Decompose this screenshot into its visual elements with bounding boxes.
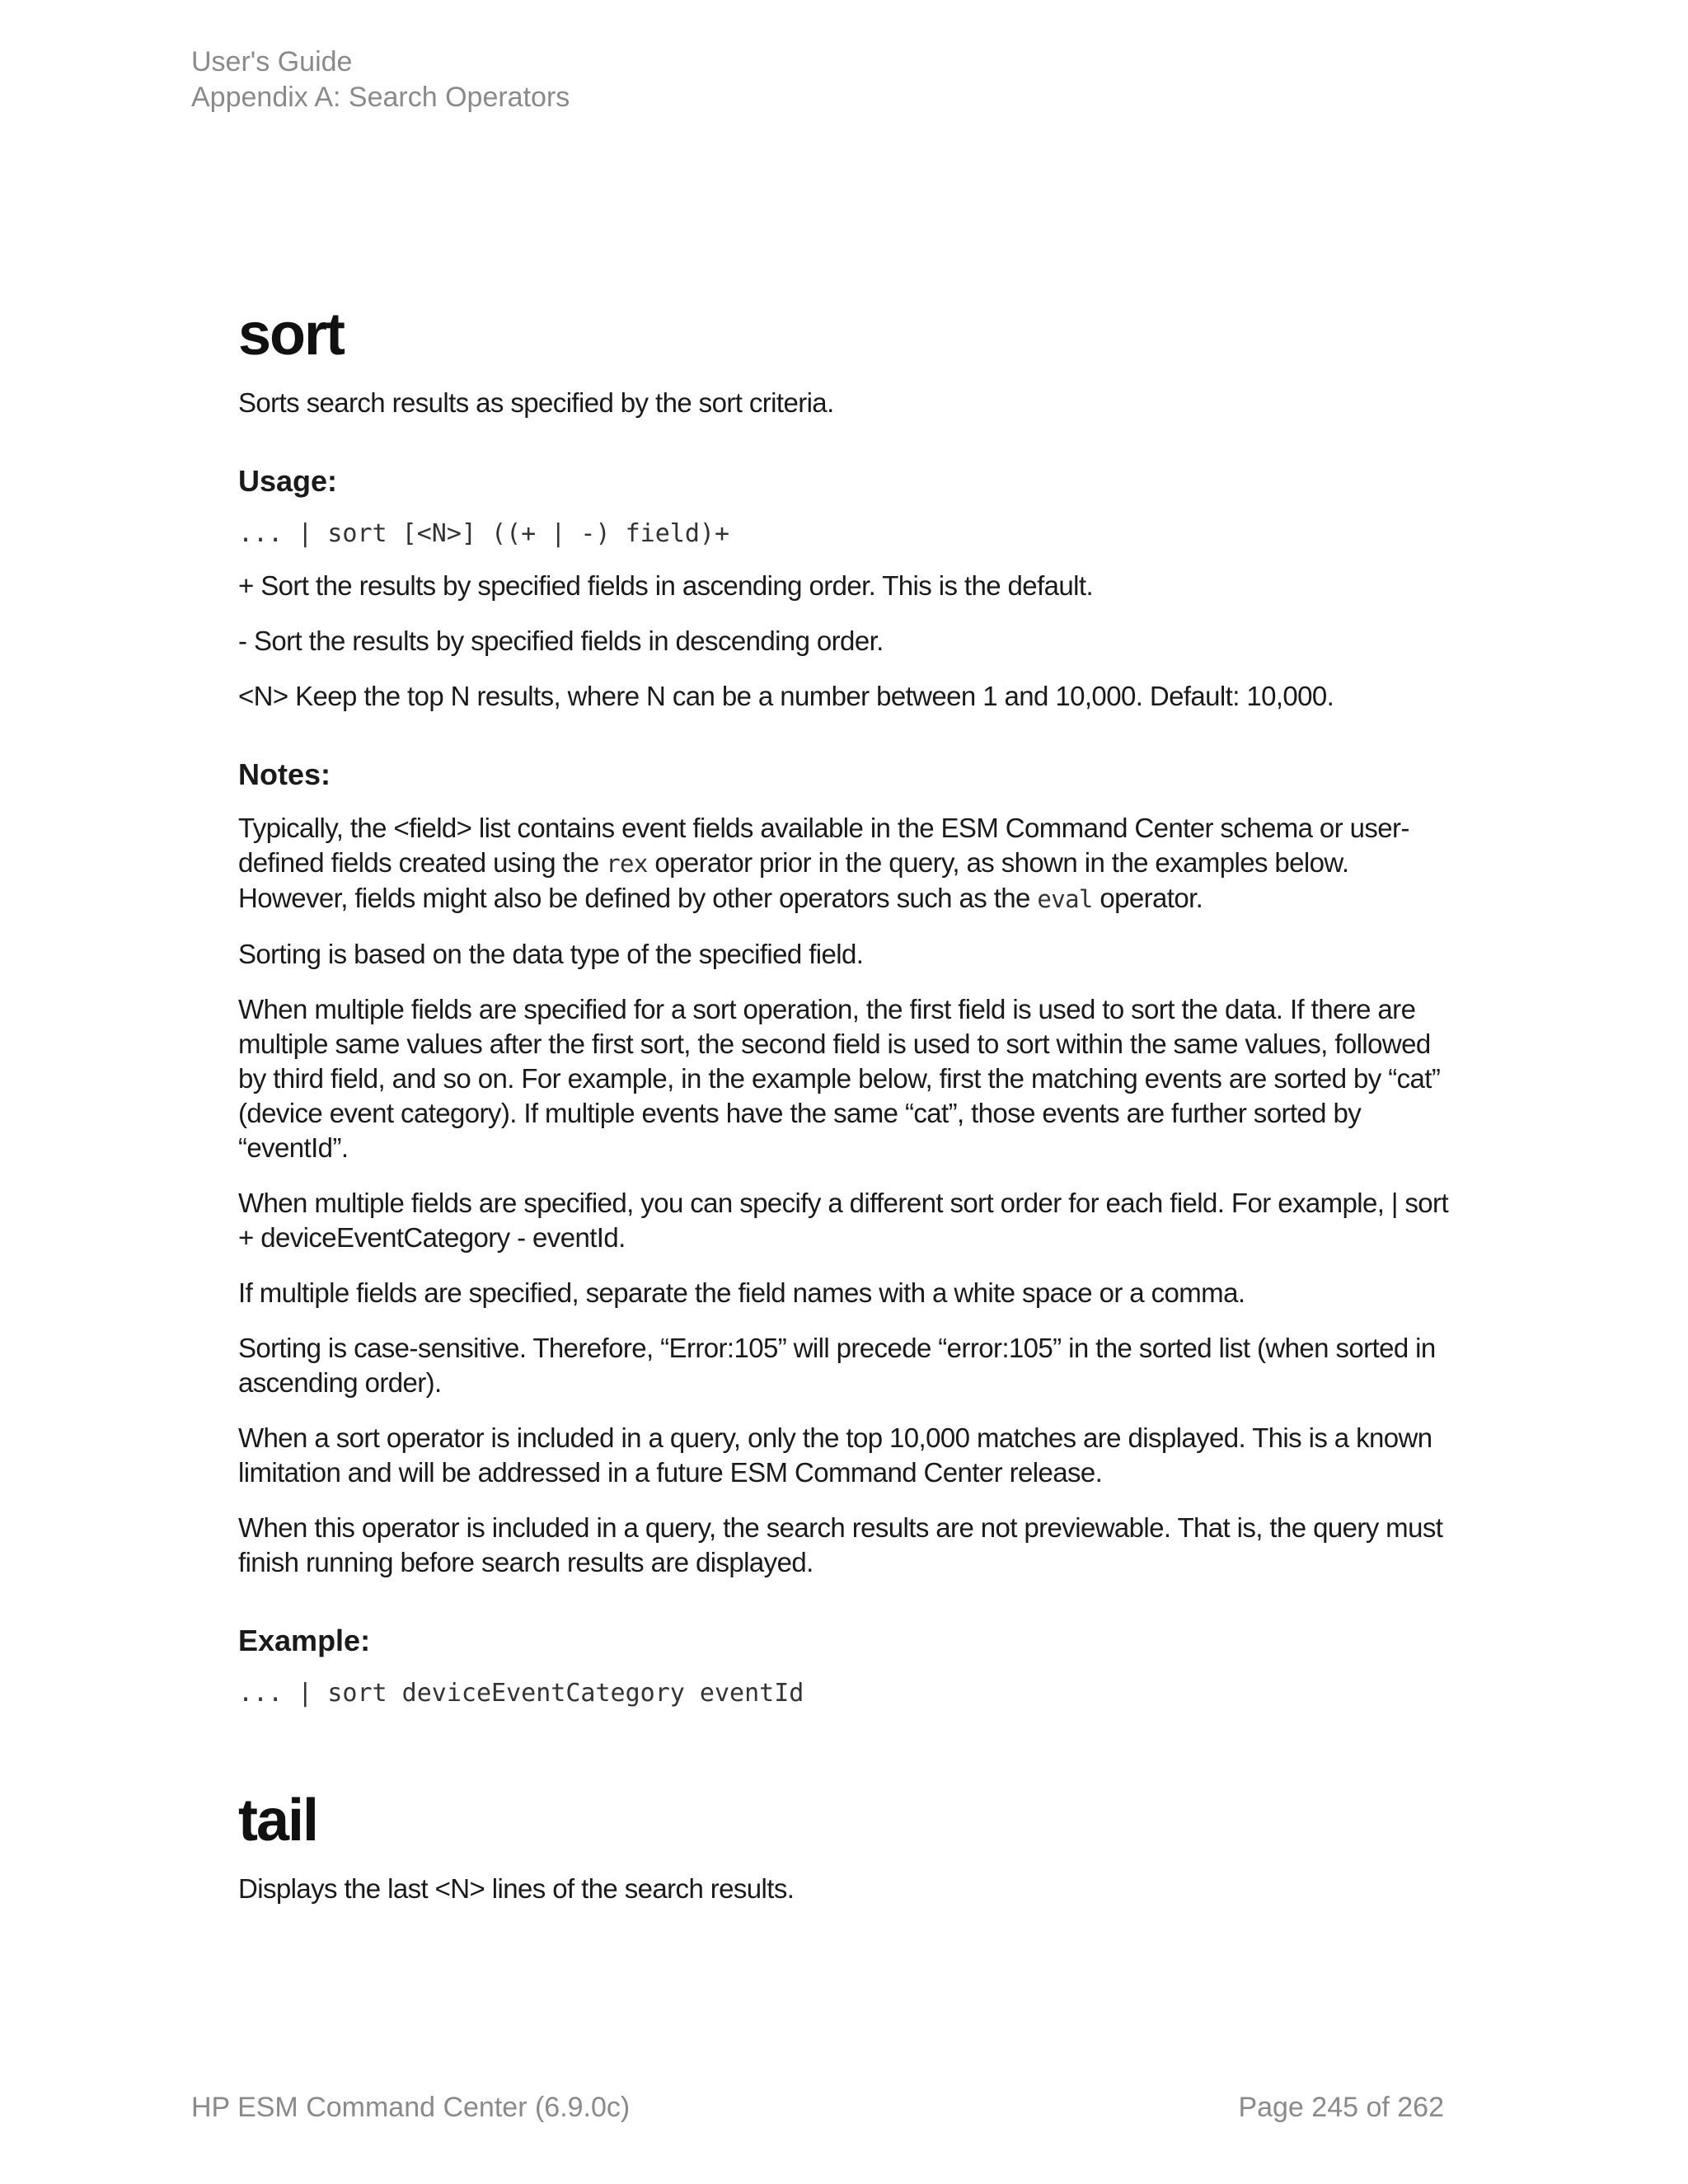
page-number: Page 245 of 262 [1238,2092,1444,2123]
note-data-type: Sorting is based on the data type of the specified field. [238,939,864,969]
running-header [191,45,570,115]
rex-code: rex [606,850,648,878]
example-code: ... | sort deviceEventCategory eventId [238,1679,804,1708]
tail-heading: tail [238,1788,318,1854]
main-content [238,302,1458,1927]
usage-item-descending: - Sort the results by specified fields in descending order. [238,626,884,656]
usage-heading: Usage: [238,464,338,498]
appendix-title: Appendix A: Search Operators [191,82,570,113]
tail-description: Displays the last <N> lines of the search results. [238,1873,795,1904]
tail-section [238,1788,1458,1906]
note-sort-order: When multiple fields are specified, you can specify a different sort order for each field. For example, | sort + deviceEventCategory - eventId. [238,1188,1449,1253]
sort-section [238,302,1458,1710]
usage-item-ascending: + Sort the results by specified fields in ascending order. This is the default. [238,570,1094,601]
product-version: HP ESM Command Center (6.9.0c) [191,2092,631,2123]
usage-code: ... | sort [<N>] ((+ | -) field)+ [238,519,730,548]
note-multiple-fields: When multiple fields are specified for a sort operation, the first field is used to sort the data. If there are multiple same values after the first sort, the second field is used to sort within the same values, followed by third field, and so on. For example, in the example below, first the matching events are sorted by “cat” (device event category). If multiple events have the same “cat”, those events are further sorted by “eventId”. [238,994,1441,1163]
note-text: operator. [1092,883,1203,913]
note-text: Typically, the <field> list contains event fields available in the ESM Command Center schema or user-defined fields created using the [238,813,1409,878]
sort-description: Sorts search results as specified by the sort criteria. [238,387,834,418]
note-preview: When this operator is included in a query, the search results are not previewable. That is, the query must finish running before search results are displayed. [238,1512,1443,1577]
sort-heading: sort [238,302,345,368]
note-case-sensitive: Sorting is case-sensitive. Therefore, “Error:105” will precede “error:105” in the sorted list (when sorted in ascending order). [238,1333,1436,1398]
note-limitation: When a sort operator is included in a query, only the top 10,000 matches are displayed. This is a known limitation and will be addressed in a future ESM Command Center release. [238,1422,1432,1488]
eval-code: eval [1037,885,1093,913]
guide-title: User's Guide [191,46,353,77]
note-text: operator prior in the query, as shown in the examples below. However, fields might also be defined by other operators such as the [238,847,1349,913]
note-separator: If multiple fields are specified, separate the field names with a white space or a comma. [238,1277,1245,1308]
note-field-list [238,811,1458,916]
example-heading: Example: [238,1624,371,1657]
notes-heading: Notes: [238,757,331,791]
running-footer [191,2090,1444,2125]
usage-item-top-n: <N> Keep the top N results, where N can be a number between 1 and 10,000. Default: 10,000. [238,681,1334,711]
